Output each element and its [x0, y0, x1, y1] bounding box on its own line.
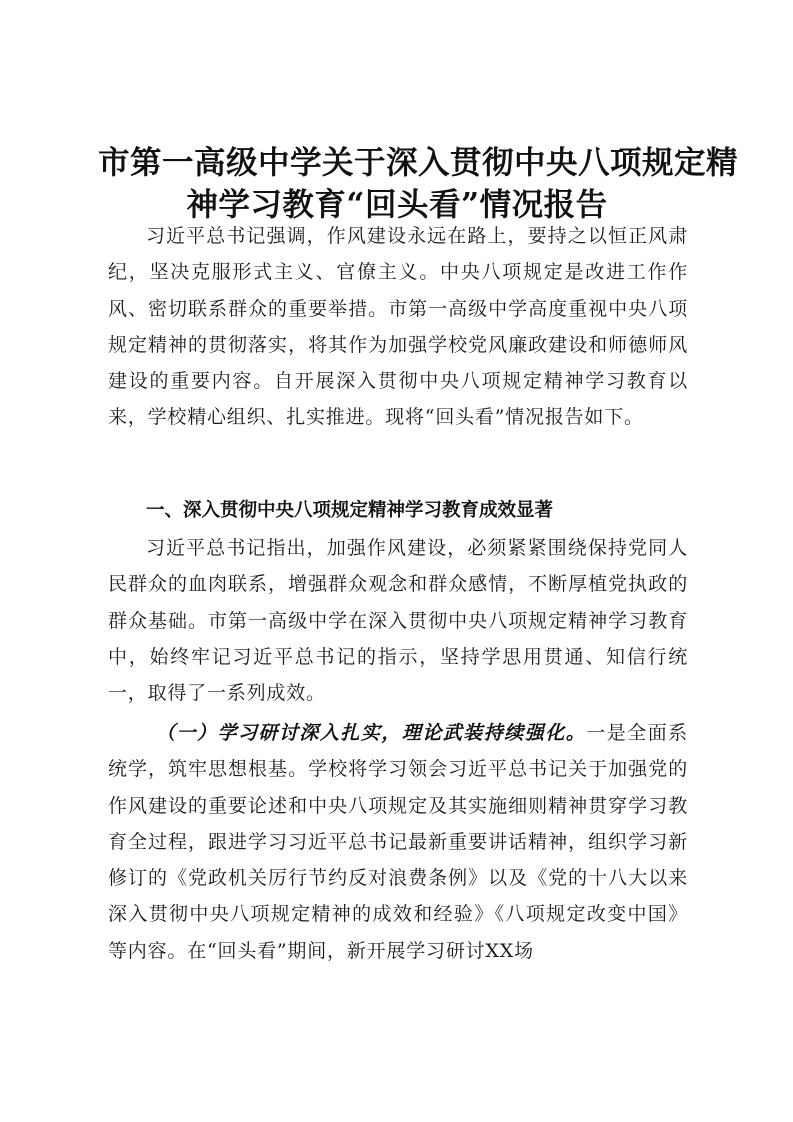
section-1-paragraph: 习近平总书记指出，加强作风建设，必须紧紧围绕保持党同人民群众的血肉联系，增强群众观念和群众感情，不断厚植党执政的群众基础。市第一高级中学在深入贯彻中央八项规定精神学习教育中，始终牢记习近平总书记的指示，坚持学思用贯通、知信行统一，取得了一系列成效。: [108, 537, 688, 705]
title-line-1: 市第一高级中学关于深入贯彻中央八项规定精: [98, 144, 739, 181]
subsection-heading-1: （一）学习研讨深入扎实，理论武装持续强化。: [156, 722, 587, 744]
intro-paragraph: 习近平总书记强调，作风建设永远在路上，要持之以恒正风肃纪，坚决克服形式主义、官僚主义。中央八项规定是改进工作作风、密切联系群众的重要举措。市第一高级中学高度重视中央八项规定精神的贯彻落实，将其作为加强学校党风廉政建设和师德师风建设的重要内容。自开展深入贯彻中央八项规定精神学习教育以来，学校精心组织、扎实推进。现将“回头看”情况报告如下。: [108, 225, 688, 429]
subsection-1-text: 一是全面系统学，筑牢思想根基。学校将学习领会习近平总书记关于加强党的作风建设的重要论述和中央八项规定及其实施细则精神贯穿学习教育全过程，跟进学习习近平总书记最新重要讲话精神，组织学习新修订的《党政机关厉行节约反对浪费条例》以及《党的十八大以来深入贯彻中央八项规定精神的成效和经验》《八项规定改变中国》等内容。在“回头看”期间，新开展学习研讨XX场: [108, 722, 688, 962]
document-title: [98, 142, 739, 226]
subsection-1-paragraph: [108, 715, 688, 969]
section-heading-1: 一、深入贯彻中央八项规定精神学习教育成效显著: [146, 500, 554, 521]
title-line-2: 神学习教育“回头看”情况报告: [186, 186, 608, 223]
